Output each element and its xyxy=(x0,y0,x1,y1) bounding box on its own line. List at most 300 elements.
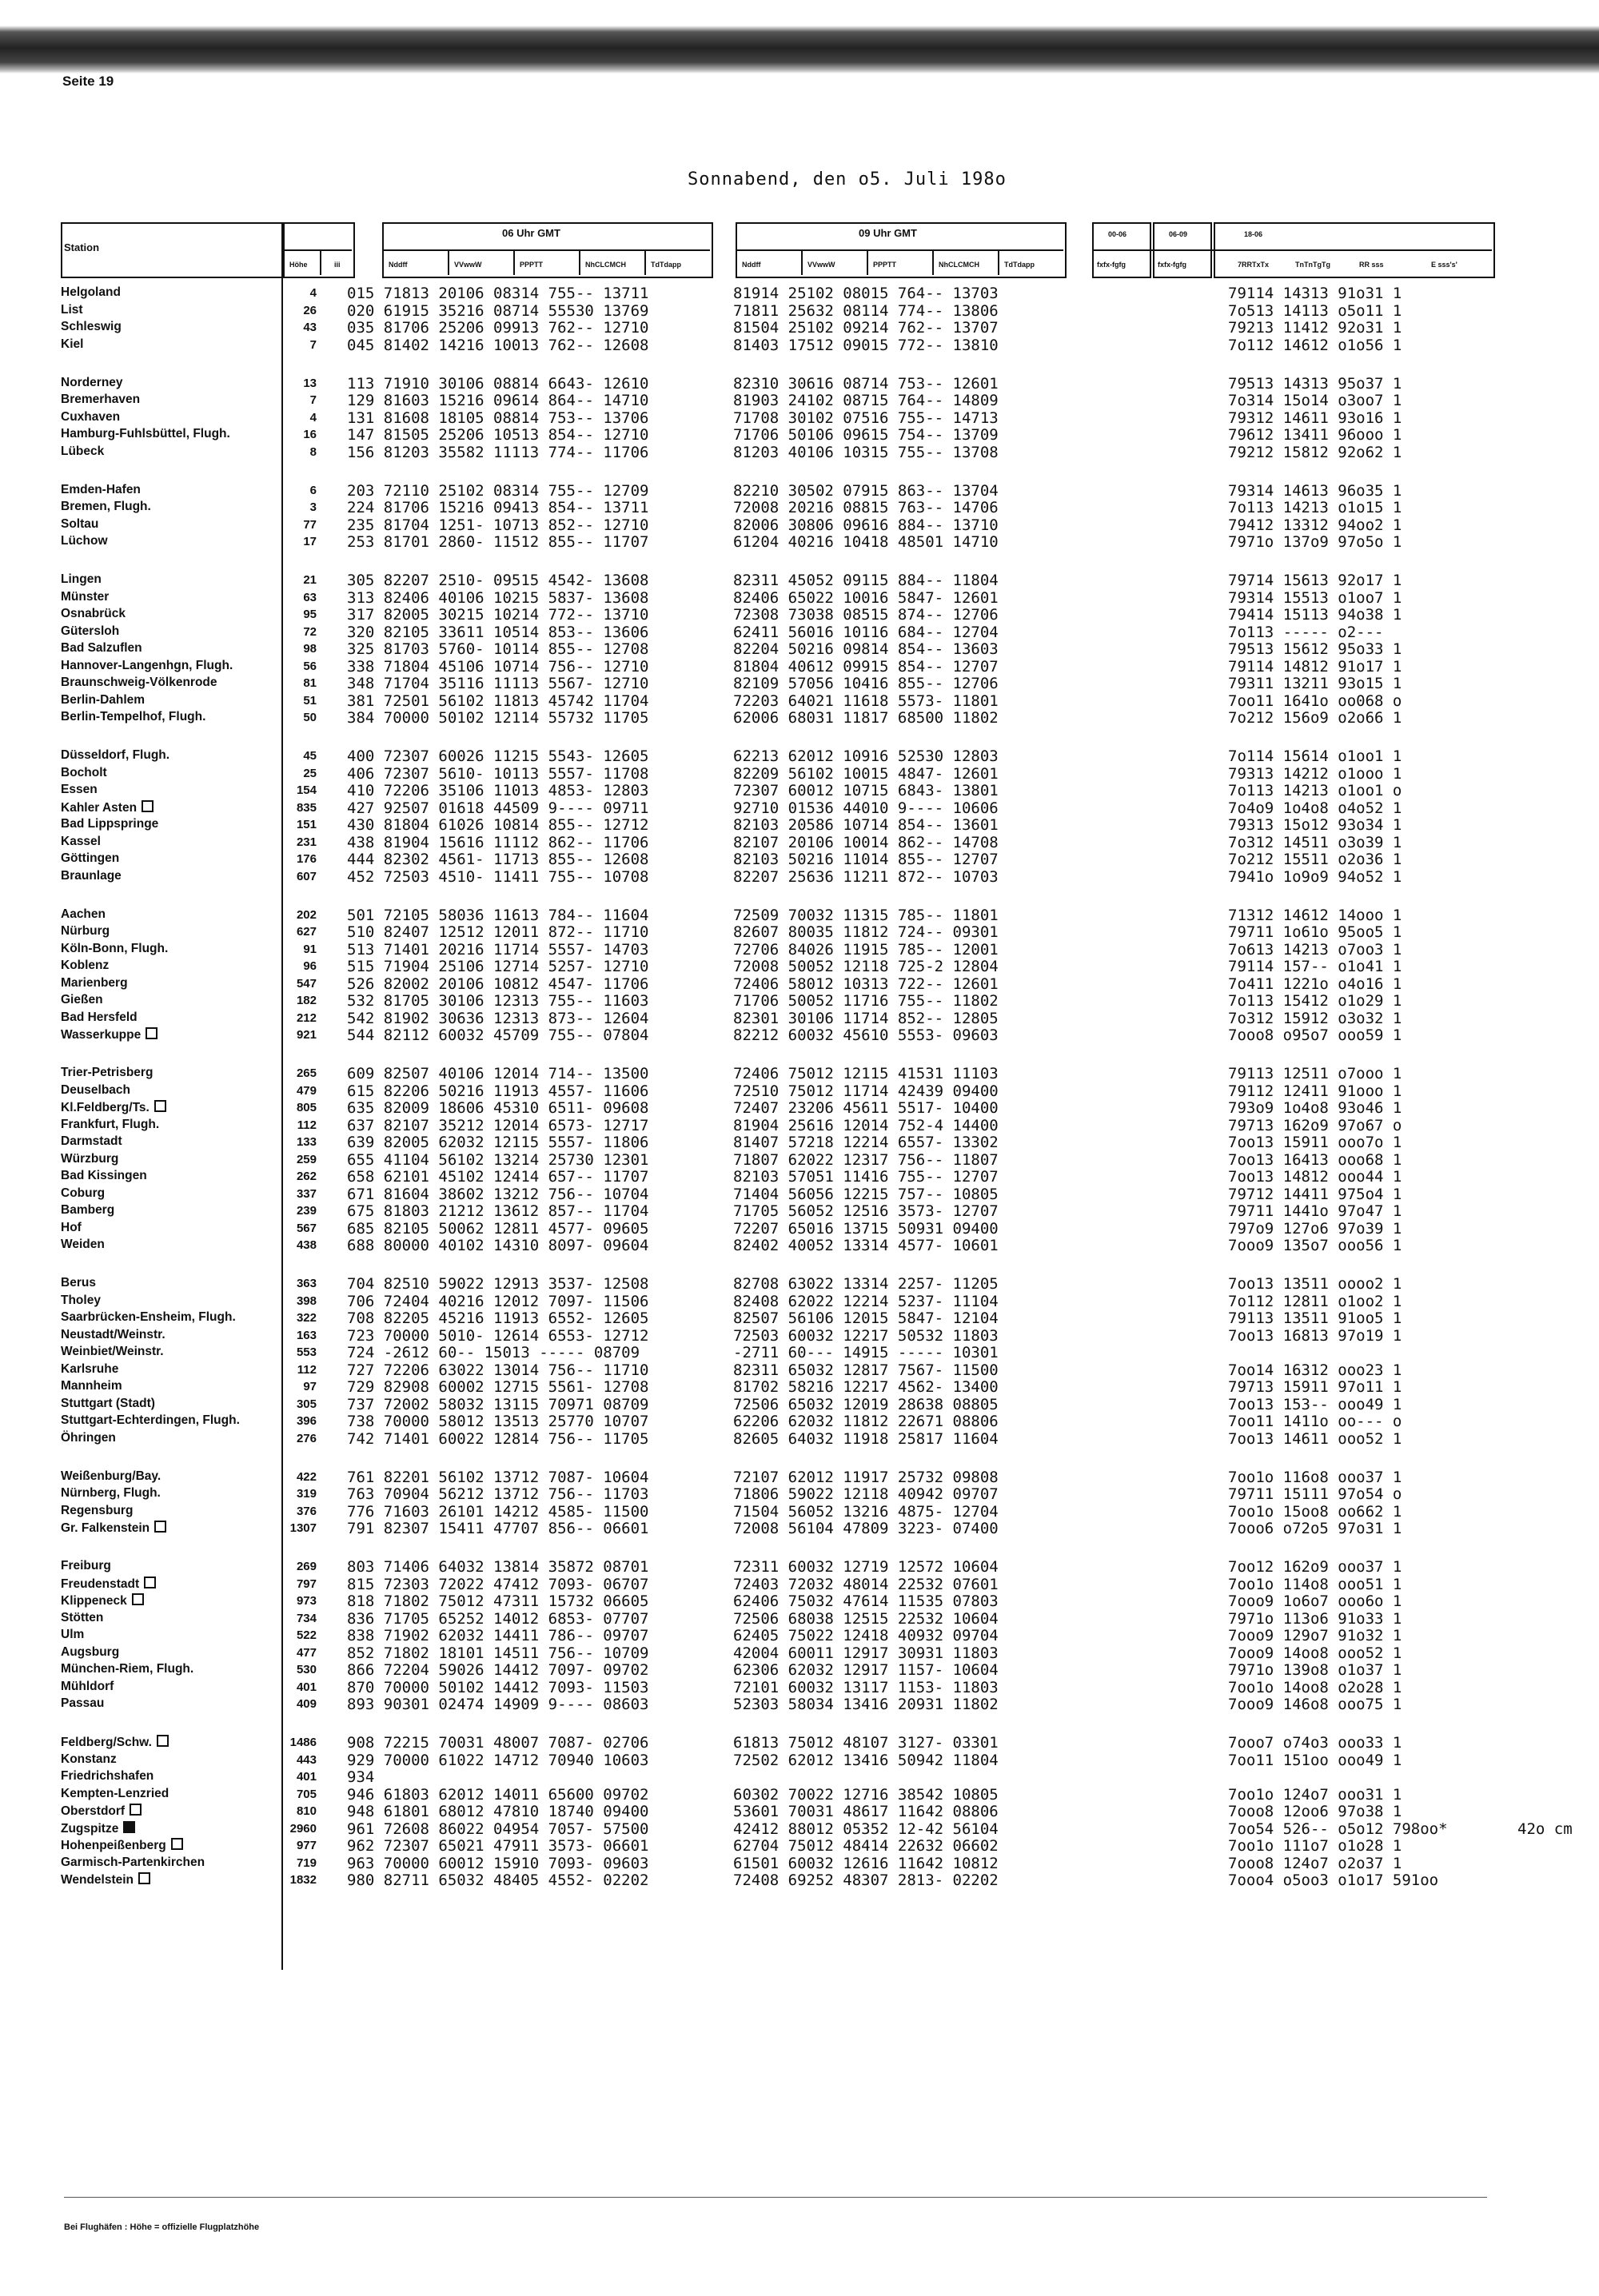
data-summary: 79314 15513 o1oo7 1 xyxy=(1228,588,1402,607)
data-09: 72403 72032 48014 22532 07601 xyxy=(733,1575,999,1593)
station-height: 322 xyxy=(296,1311,317,1325)
station-name-text: Berlin-Tempelhof, Flugh. xyxy=(61,710,206,723)
station-name xyxy=(61,976,128,991)
station-name-text: Feldberg/Schw. xyxy=(61,1736,152,1749)
header-divider xyxy=(382,249,710,251)
data-06: 671 81604 38602 13212 756-- 10704 xyxy=(347,1185,649,1203)
header-18-06-sub-e: RR sss xyxy=(1359,261,1384,269)
data-06: 776 71603 26101 14212 4585- 11500 xyxy=(347,1502,649,1521)
station-name-text: Düsseldorf, Flugh. xyxy=(61,748,170,762)
data-summary: 79612 13411 96ooo 1 xyxy=(1228,426,1402,444)
station-name xyxy=(61,1238,105,1252)
station-name xyxy=(61,534,108,548)
station-name-text: Stuttgart-Echterdingen, Flugh. xyxy=(61,1413,240,1427)
data-06: 685 82105 50062 12811 4577- 09605 xyxy=(347,1219,649,1238)
station-name-text: Lüchow xyxy=(61,534,108,548)
station-height: 553 xyxy=(296,1345,317,1359)
station-name-text: Würzburg xyxy=(61,1151,119,1166)
data-06: 838 71902 62032 14411 786-- 09707 xyxy=(347,1627,649,1644)
data-06: 129 81603 15216 09614 864-- 14710 xyxy=(347,392,649,409)
station-height: 63 xyxy=(303,590,317,604)
data-summary: 7oo1o 124o7 ooo31 1 xyxy=(1228,1785,1402,1804)
data-09: 72506 68038 12515 22532 10604 xyxy=(733,1609,999,1628)
data-summary: 79711 1o61o 95oo5 1 xyxy=(1228,923,1402,941)
header-divider xyxy=(644,249,646,275)
data-summary: 7oo1o 14oo8 o2o28 1 xyxy=(1228,1678,1402,1696)
data-09: 82605 64032 11918 25817 11604 xyxy=(733,1429,999,1448)
station-name xyxy=(61,835,101,849)
station-name-text: Aachen xyxy=(61,907,106,921)
data-09: 72502 62012 13416 50942 11804 xyxy=(733,1751,999,1769)
station-name xyxy=(61,1345,164,1359)
data-summary: 7oo11 1641o oo068 o xyxy=(1228,692,1402,710)
box-icon xyxy=(154,1521,166,1533)
station-height: 396 xyxy=(296,1414,317,1428)
data-summary: 79114 14313 91o31 1 xyxy=(1228,285,1402,302)
data-06: 737 72002 58032 13115 70971 08709 xyxy=(347,1395,649,1413)
header-divider xyxy=(1092,249,1492,251)
station-name xyxy=(61,517,98,532)
station-name-text: Cuxhaven xyxy=(61,409,121,424)
station-name xyxy=(61,1628,84,1642)
data-06: 706 72404 40216 12012 7097- 11506 xyxy=(347,1292,649,1310)
data-06: 803 71406 64032 13814 35872 08701 xyxy=(347,1558,649,1576)
station-name xyxy=(61,1872,150,1887)
data-09: 82107 20106 10014 862-- 14708 xyxy=(733,833,999,851)
data-09: 72311 60032 12719 12572 10604 xyxy=(733,1558,999,1576)
header-divider xyxy=(867,249,868,275)
data-06: 410 72206 35106 11013 4853- 12803 xyxy=(347,782,649,799)
data-summary: 7oo1o 116o8 ooo37 1 xyxy=(1228,1468,1402,1486)
station-height: 95 xyxy=(303,608,317,621)
data-06: 946 61803 62012 14011 65600 09702 xyxy=(347,1785,649,1804)
station-name xyxy=(61,1083,130,1098)
station-name-text: Weinbiet/Weinstr. xyxy=(61,1345,164,1358)
data-summary: 7o212 156o9 o2o66 1 xyxy=(1228,709,1402,727)
station-name xyxy=(61,993,103,1007)
station-height: 7 xyxy=(309,337,317,352)
header-09-label: 09 Uhr GMT xyxy=(859,227,917,239)
station-name xyxy=(61,1752,117,1767)
station-height: 719 xyxy=(296,1856,317,1870)
station-height: 438 xyxy=(296,1238,317,1252)
data-06: 963 70000 60012 15910 7093- 09603 xyxy=(347,1854,649,1872)
header-06-label: 06 Uhr GMT xyxy=(502,227,560,239)
column-header: TdTdapp xyxy=(651,261,681,269)
station-name xyxy=(61,1856,205,1870)
data-06: 929 70000 61022 14712 70940 10603 xyxy=(347,1751,649,1769)
data-summary: 7o411 1221o o4o16 1 xyxy=(1228,975,1402,993)
header-divider xyxy=(736,249,1063,251)
station-name-text: Zugspitze xyxy=(61,1821,119,1836)
station-name-text: Wasserkuppe xyxy=(61,1028,142,1042)
data-09: 53601 70031 48617 11642 08806 xyxy=(733,1803,999,1820)
data-06: 147 81505 25206 10513 854-- 12710 xyxy=(347,426,649,444)
station-height: 25 xyxy=(303,766,317,780)
station-name xyxy=(61,1469,161,1484)
station-name xyxy=(61,783,98,797)
station-height: 98 xyxy=(303,642,317,656)
data-summary: 79714 15613 92o17 1 xyxy=(1228,572,1402,589)
data-09: 72503 60032 12217 50532 11803 xyxy=(733,1326,999,1345)
station-name-text: Deuselbach xyxy=(61,1082,131,1097)
data-09: 71705 56052 12516 3573- 12707 xyxy=(733,1202,999,1220)
data-summary: 7o613 14213 o7oo3 1 xyxy=(1228,940,1402,959)
station-name xyxy=(61,1152,118,1166)
data-summary: 71312 14612 14ooo 1 xyxy=(1228,906,1402,924)
data-summary: 7oo13 14812 ooo44 1 xyxy=(1228,1168,1402,1186)
station-name xyxy=(61,942,168,956)
data-09: 72706 84026 11915 785-- 12001 xyxy=(733,940,999,959)
station-name xyxy=(61,410,120,425)
data-summary: 79212 15812 92o62 1 xyxy=(1228,443,1402,461)
station-name-text: Bad Kissingen xyxy=(61,1169,147,1182)
header-hoehe-label: Höhe xyxy=(289,261,308,269)
data-06: 908 72215 70031 48007 7087- 02706 xyxy=(347,1734,649,1752)
box-icon xyxy=(138,1872,150,1884)
station-height: 705 xyxy=(296,1787,317,1801)
header-18-06-label: 18-06 xyxy=(1244,230,1263,238)
station-name xyxy=(61,1379,122,1393)
station-height: 1832 xyxy=(289,1873,317,1887)
station-name-text: Weißenburg/Bay. xyxy=(61,1469,161,1483)
station-name xyxy=(61,1310,236,1325)
station-height: 479 xyxy=(296,1083,317,1098)
data-09: 82210 30502 07915 863-- 13704 xyxy=(733,481,999,500)
data-summary: 79712 14411 975o4 1 xyxy=(1228,1185,1402,1203)
header-06-09-label: 06-09 xyxy=(1169,230,1188,238)
data-06: 609 82507 40106 12014 714-- 13500 xyxy=(347,1065,649,1082)
station-name-text: Osnabrück xyxy=(61,607,126,620)
data-06: 738 70000 58012 13513 25770 10707 xyxy=(347,1413,649,1430)
station-name xyxy=(61,1838,183,1853)
station-height: 112 xyxy=(297,1362,317,1377)
data-09: 82103 57051 11416 755-- 12707 xyxy=(733,1168,999,1186)
station-height: 45 xyxy=(303,749,317,763)
data-09: 71807 62022 12317 756-- 11807 xyxy=(733,1150,999,1169)
data-09: 42004 60011 12917 30931 11803 xyxy=(733,1644,999,1662)
data-summary: 7o4o9 1o4o8 o4o52 1 xyxy=(1228,799,1402,817)
data-summary: 7ooo8 o95o7 ooo59 1 xyxy=(1228,1026,1402,1044)
data-09: 81903 24102 08715 764-- 14809 xyxy=(733,392,999,409)
data-06: 708 82205 45216 11913 6552- 12605 xyxy=(347,1309,649,1327)
data-06: 818 71802 75012 47311 15732 06605 xyxy=(347,1592,649,1610)
station-name xyxy=(61,1593,144,1608)
data-summary: 79414 15113 94o38 1 xyxy=(1228,606,1402,624)
data-summary: 7o113 15412 o1o29 1 xyxy=(1228,992,1402,1010)
data-summary: 7ooo8 124o7 o2o37 1 xyxy=(1228,1854,1402,1872)
data-summary: 79713 162o9 97o67 o xyxy=(1228,1116,1402,1134)
box-icon xyxy=(146,1027,158,1039)
data-06: 253 81701 2860- 11512 855-- 11707 xyxy=(347,533,649,551)
data-06: 156 81203 35582 11113 774-- 11706 xyxy=(347,443,649,461)
data-summary: 7oo14 16312 ooo23 1 xyxy=(1228,1361,1402,1379)
data-09: 82311 65032 12817 7567- 11500 xyxy=(733,1361,999,1379)
data-09: 61501 60032 12616 11642 10812 xyxy=(733,1854,999,1872)
station-height: 337 xyxy=(296,1186,317,1201)
data-summary: 7oo1o 111o7 o1o28 1 xyxy=(1228,1837,1402,1855)
data-06: 615 82206 50216 11913 4557- 11606 xyxy=(347,1082,649,1100)
station-height: 81 xyxy=(303,676,317,690)
box-icon xyxy=(130,1804,142,1816)
station-name xyxy=(61,1066,153,1080)
data-summary: 79113 13511 91oo5 1 xyxy=(1228,1309,1402,1327)
data-06: 526 82002 20106 10812 4547- 11706 xyxy=(347,975,649,993)
header-18-06-sub-d: TnTnTgTg xyxy=(1295,261,1330,269)
station-height: 4 xyxy=(309,286,317,300)
station-name xyxy=(61,624,119,639)
station-height: 6 xyxy=(309,483,317,497)
station-name xyxy=(61,1010,138,1025)
data-09: 81407 57218 12214 6557- 13302 xyxy=(733,1134,999,1151)
data-summary: 79113 12511 o7ooo 1 xyxy=(1228,1065,1402,1082)
station-height: 797 xyxy=(296,1577,317,1591)
data-09: 82006 30806 09616 884-- 13710 xyxy=(733,516,999,534)
data-06: 704 82510 59022 12913 3537- 12508 xyxy=(347,1275,649,1293)
station-name xyxy=(61,1203,114,1218)
station-height: 182 xyxy=(296,994,317,1007)
column-header: Nddff xyxy=(389,261,408,269)
data-06: 020 61915 35216 08714 55530 13769 xyxy=(347,301,649,320)
station-height: 13 xyxy=(303,376,317,390)
station-name-text: Gr. Falkenstein xyxy=(61,1521,150,1535)
station-name xyxy=(61,1662,193,1676)
station-height: 363 xyxy=(296,1277,317,1290)
station-name xyxy=(61,427,230,441)
data-06: 723 70000 5010- 12614 6553- 12712 xyxy=(347,1326,649,1345)
station-name-text: Kassel xyxy=(61,834,101,848)
data-06: 763 70904 56212 13712 756-- 11703 xyxy=(347,1485,649,1503)
station-name-text: Frankfurt, Flugh. xyxy=(61,1117,160,1131)
data-09: 81403 17512 09015 772-- 13810 xyxy=(733,336,999,354)
data-06: 893 90301 02474 14909 9---- 08603 xyxy=(347,1696,649,1713)
data-06: 688 80000 40102 14310 8097- 09604 xyxy=(347,1237,649,1254)
station-name xyxy=(61,659,233,673)
data-summary: 7971o 113o6 91o33 1 xyxy=(1228,1609,1402,1628)
station-height: 97 xyxy=(303,1380,317,1393)
station-height: 51 xyxy=(303,693,317,708)
footer-rule xyxy=(64,2197,1487,2198)
station-name xyxy=(61,1134,122,1149)
station-height: 239 xyxy=(296,1204,317,1218)
column-header: VVwwW xyxy=(454,261,482,269)
data-summary: 7ooo9 14oo8 ooo52 1 xyxy=(1228,1644,1402,1662)
data-06: 513 71401 20216 11714 5557- 14703 xyxy=(347,940,649,959)
scan-header-band xyxy=(0,0,1599,74)
data-summary: 7oo12 162o9 ooo37 1 xyxy=(1228,1558,1402,1576)
data-09: 82204 50216 09814 854-- 13603 xyxy=(733,640,999,658)
station-name xyxy=(61,1696,104,1711)
station-name xyxy=(61,444,104,459)
data-06: 430 81804 61026 10814 855-- 12712 xyxy=(347,816,649,834)
data-summary: 7o112 12811 o1oo2 1 xyxy=(1228,1292,1402,1310)
column-header: Nddff xyxy=(742,261,761,269)
station-height: 398 xyxy=(296,1293,317,1308)
header-06-09-sub: fxfx-fgfg xyxy=(1158,261,1186,269)
station-height: 443 xyxy=(296,1752,317,1767)
column-header: TdTdapp xyxy=(1004,261,1035,269)
station-name xyxy=(61,907,106,922)
data-summary: 79313 15o12 93o34 1 xyxy=(1228,816,1402,834)
station-height: 176 xyxy=(296,852,317,866)
station-name-text: Berus xyxy=(61,1276,96,1290)
station-height: 17 xyxy=(303,535,317,548)
data-summary: 7o312 15912 o3o32 1 xyxy=(1228,1009,1402,1027)
station-name xyxy=(61,1186,105,1201)
data-summary: 7oo11 1411o oo--- o xyxy=(1228,1413,1402,1430)
page-date: Sonnabend, den o5. Juli 198o xyxy=(688,169,1007,189)
data-summary: 793o9 1o4o8 93o46 1 xyxy=(1228,1099,1402,1117)
data-09: 72008 56104 47809 3223- 07400 xyxy=(733,1520,999,1537)
data-06: 224 81706 15216 09413 854-- 13711 xyxy=(347,499,649,516)
data-09: 81203 40106 10315 755-- 13708 xyxy=(733,443,999,461)
data-summary: 7ooo9 129o7 91o32 1 xyxy=(1228,1627,1402,1644)
data-06: 980 82711 65032 48405 4552- 02202 xyxy=(347,1871,649,1889)
data-summary: 7o212 15511 o2o36 1 xyxy=(1228,851,1402,868)
station-height: 401 xyxy=(296,1770,317,1784)
data-06: 338 71804 45106 10714 756-- 12710 xyxy=(347,657,649,676)
data-summary: 7o113 ----- o2--- xyxy=(1228,623,1384,641)
station-name xyxy=(61,1521,166,1536)
station-height: 163 xyxy=(296,1328,317,1342)
station-name-text: Mannheim xyxy=(61,1379,122,1393)
station-height: 259 xyxy=(296,1152,317,1166)
data-09: 82103 20586 10714 854-- 13601 xyxy=(733,816,999,834)
data-09: 71404 56056 12215 757-- 10805 xyxy=(733,1185,999,1203)
data-09: 82402 40052 13314 4577- 10601 xyxy=(733,1237,999,1254)
data-06: 501 72105 58036 11613 784-- 11604 xyxy=(347,906,649,924)
station-name-text: Kahler Asten xyxy=(61,800,138,815)
data-06: 962 72307 65021 47911 3573- 06601 xyxy=(347,1837,649,1855)
station-name xyxy=(61,1769,154,1784)
station-height: 77 xyxy=(303,517,317,532)
station-name-text: Koblenz xyxy=(61,959,110,972)
data-extra: 42o cm xyxy=(1517,1820,1573,1838)
station-name xyxy=(61,924,110,939)
station-name-text: Münster xyxy=(61,589,110,604)
data-summary: 79313 14212 o1ooo 1 xyxy=(1228,764,1402,783)
station-name-text: Freiburg xyxy=(61,1559,111,1573)
data-09: 62306 62032 12917 1157- 10604 xyxy=(733,1661,999,1679)
footnote: Bei Flughäfen : Höhe = offizielle Flugplatzhöhe xyxy=(64,2222,260,2232)
data-09: 72408 69252 48307 2813- 02202 xyxy=(733,1871,999,1889)
station-name-text: München-Riem, Flugh. xyxy=(61,1662,194,1676)
data-09: 82311 45052 09115 884-- 11804 xyxy=(733,572,999,589)
station-height: 921 xyxy=(296,1028,317,1042)
data-summary: 7oo13 153-- ooo49 1 xyxy=(1228,1395,1402,1413)
data-09: 42412 88012 05352 12-42 56104 xyxy=(733,1820,999,1838)
data-09: 82212 60032 45610 5553- 09603 xyxy=(733,1026,999,1044)
data-06: 815 72303 72022 47412 7093- 06707 xyxy=(347,1575,649,1593)
station-name xyxy=(61,1645,119,1660)
station-height: 422 xyxy=(296,1469,317,1484)
data-09: 72101 60032 13117 1153- 11803 xyxy=(733,1678,999,1696)
station-height: 112 xyxy=(297,1118,317,1132)
station-height: 50 xyxy=(303,711,317,724)
data-06: 317 82005 30215 10214 772-- 13710 xyxy=(347,606,649,624)
station-name-text: Stuttgart (Stadt) xyxy=(61,1396,155,1410)
data-summary: 7o312 14511 o3o39 1 xyxy=(1228,833,1402,851)
data-09: 81904 25616 12014 752-4 14400 xyxy=(733,1116,999,1134)
data-09: 71708 30102 07516 755-- 14713 xyxy=(733,409,999,427)
data-09: 72510 75012 11714 42439 09400 xyxy=(733,1082,999,1100)
data-06: 515 71904 25106 12714 5257- 12710 xyxy=(347,958,649,975)
data-06: 131 81608 18105 08814 753-- 13706 xyxy=(347,409,649,427)
station-name-text: Passau xyxy=(61,1696,105,1710)
station-name xyxy=(61,1027,158,1042)
data-09: 62411 56016 10116 684-- 12704 xyxy=(733,623,999,641)
station-height: 262 xyxy=(296,1170,317,1183)
station-name xyxy=(61,393,140,407)
data-summary: 79314 14613 96o35 1 xyxy=(1228,481,1402,500)
station-name-text: Friedrichshafen xyxy=(61,1769,154,1783)
station-height: 810 xyxy=(296,1804,317,1818)
data-09: 81702 58216 12217 4562- 13400 xyxy=(733,1378,999,1396)
data-summary: 79114 157-- o1o41 1 xyxy=(1228,958,1402,975)
data-summary: 7971o 137o9 97o5o 1 xyxy=(1228,533,1402,551)
data-summary: 7oo13 14611 ooo52 1 xyxy=(1228,1429,1402,1448)
station-name-text: Konstanz xyxy=(61,1752,117,1766)
station-name-text: Braunlage xyxy=(61,868,122,883)
station-name-text: Bocholt xyxy=(61,765,107,779)
data-09: 62206 62032 11812 22671 08806 xyxy=(733,1413,999,1430)
station-name xyxy=(61,817,158,831)
header-station-label: Station xyxy=(64,241,100,253)
data-09: 72407 23206 45611 5517- 10400 xyxy=(733,1099,999,1117)
station-name-text: Essen xyxy=(61,783,98,796)
data-06: 320 82105 33611 10514 853-- 13606 xyxy=(347,623,649,641)
header-divider xyxy=(448,249,449,275)
data-09: 71706 50106 09615 754-- 13709 xyxy=(733,426,999,444)
station-name xyxy=(61,500,151,514)
station-height: 522 xyxy=(296,1628,317,1642)
station-height: 3 xyxy=(309,500,317,514)
station-height: 319 xyxy=(296,1487,317,1501)
data-06: 658 62101 45102 12414 657-- 11707 xyxy=(347,1168,649,1186)
station-name-text: Bremen, Flugh. xyxy=(61,500,151,513)
station-name xyxy=(61,1362,118,1377)
station-name-text: Kiel xyxy=(61,337,84,351)
station-name-text: Neustadt/Weinstr. xyxy=(61,1327,165,1341)
header-divider xyxy=(513,249,515,275)
station-name-text: Marienberg xyxy=(61,975,128,990)
station-height: 91 xyxy=(303,942,317,956)
data-06: 400 72307 60026 11215 5543- 12605 xyxy=(347,747,649,765)
data-summary: 7o112 14612 o1o56 1 xyxy=(1228,336,1402,354)
data-09: 72406 75012 12115 41531 11103 xyxy=(733,1065,999,1082)
data-09: 81804 40612 09915 854-- 12707 xyxy=(733,657,999,676)
data-09: 82207 25636 11211 872-- 10703 xyxy=(733,867,999,886)
data-06: 427 92507 01618 44509 9---- 09711 xyxy=(347,799,649,817)
station-name xyxy=(61,337,83,352)
data-09: 71504 56052 13216 4875- 12704 xyxy=(733,1502,999,1521)
data-summary: 79711 1441o 97o47 1 xyxy=(1228,1202,1402,1220)
header-divider xyxy=(579,249,580,275)
station-name-text: Hannover-Langenhgn, Flugh. xyxy=(61,658,233,672)
station-name xyxy=(61,641,142,656)
station-name-text: Soltau xyxy=(61,516,99,531)
station-name-text: Hohenpeißenberg xyxy=(61,1839,166,1852)
data-summary: 79412 13312 94oo2 1 xyxy=(1228,516,1402,534)
data-summary: 79513 14313 95o37 1 xyxy=(1228,374,1402,393)
data-06: 313 82406 40106 10215 5837- 13608 xyxy=(347,588,649,607)
station-name-text: Norderney xyxy=(61,375,123,389)
station-name-text: Oberstdorf xyxy=(61,1804,126,1818)
column-header: PPPTT xyxy=(873,261,897,269)
station-name-text: Göttingen xyxy=(61,851,120,865)
data-09: 82301 30106 11714 852-- 12805 xyxy=(733,1009,999,1027)
page-number: Seite 19 xyxy=(62,74,114,89)
